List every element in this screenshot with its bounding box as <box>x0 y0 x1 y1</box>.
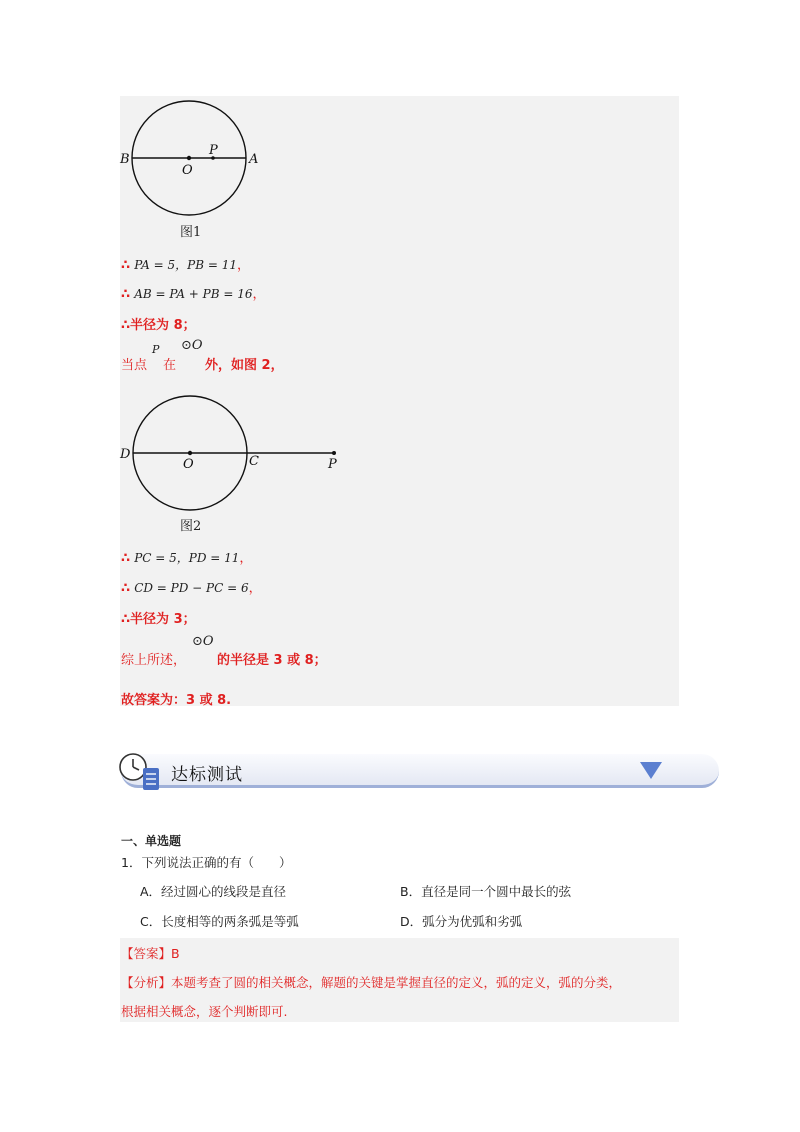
figure-2-caption: 图2 <box>180 519 202 534</box>
fig2-point-p <box>332 451 336 455</box>
answer-line: 【答案】B <box>121 946 180 961</box>
option-d: D．弧分为优弧和劣弧 <box>400 914 523 929</box>
fig1-label-a: A <box>249 152 259 167</box>
fig1-label-b: B <box>120 152 130 167</box>
line8-text-b: 的半径是 3 或 8； <box>217 653 327 668</box>
comma: ， <box>248 581 262 596</box>
fig2-label-d: D <box>120 447 131 462</box>
fig1-label-o: O <box>182 163 193 178</box>
analysis-line-2: 根据相关概念，逐个判断即可. <box>121 1004 288 1019</box>
fig2-label-c: C <box>249 454 259 469</box>
option-a: A．经过圆心的线段是直径 <box>140 884 287 899</box>
section-title: 一、单选题 <box>121 834 182 848</box>
solution-line-6 <box>121 577 262 596</box>
solution-line-7: ∴半径为 3； <box>121 612 196 627</box>
triangle-down-icon <box>640 762 662 779</box>
therefore-symbol: ∴ <box>121 287 131 302</box>
clock-document-icon <box>113 751 165 793</box>
line8-circle-o: ⊙O <box>192 634 214 649</box>
comma: ， <box>237 258 251 273</box>
comma: ， <box>252 287 266 302</box>
solution-line-1 <box>121 254 250 273</box>
line4-text-b: 在 <box>163 358 177 373</box>
banner-title: 达标测试 <box>171 765 243 785</box>
comma: ， <box>239 551 253 566</box>
solution-line-4 <box>121 354 147 373</box>
option-c: C．长度相等的两条弧是等弧 <box>140 914 299 929</box>
solution-line-9: 故答案为：3 或 8. <box>121 693 232 708</box>
line8-text-a: 综上所述， <box>121 653 187 668</box>
fig1-label-p: P <box>209 143 218 158</box>
equation-pa-pb: PA = 5，PB = 11 <box>134 258 237 272</box>
equation-ab: AB = PA + PB = 16 <box>134 287 253 301</box>
figure-2-diagram <box>118 393 350 513</box>
analysis-line-1: 【分析】本题考查了圆的相关概念，解题的关键是掌握直径的定义，弧的定义，弧的分类， <box>121 975 622 990</box>
figure-1-diagram <box>118 100 268 220</box>
fig2-point-o <box>188 451 192 455</box>
equation-cd: CD = PD − PC = 6 <box>134 581 249 595</box>
question-stem: 1．下列说法正确的有（ ） <box>121 855 292 870</box>
line4-text-c: 外，如图 2， <box>205 358 284 373</box>
fig1-point-o <box>187 156 191 160</box>
fig2-label-p: P <box>328 457 337 472</box>
equation-pc-pd: PC = 5，PD = 11 <box>134 551 240 565</box>
therefore-symbol: ∴ <box>121 258 131 273</box>
therefore-symbol: ∴ <box>121 551 131 566</box>
line4-point-p: P <box>152 343 160 356</box>
fig2-label-o: O <box>183 457 194 472</box>
solution-line-3: ∴半径为 8； <box>121 318 196 333</box>
section-banner <box>113 751 719 791</box>
option-b: B．直径是同一个圆中最长的弦 <box>400 884 572 899</box>
therefore-symbol: ∴ <box>121 581 131 596</box>
solution-line-2 <box>121 283 266 302</box>
line4-text-a: 当点 <box>121 358 148 373</box>
solution-line-5 <box>121 547 252 566</box>
line4-circle-o: ⊙O <box>181 338 203 353</box>
figure-1-caption: 图1 <box>180 225 202 240</box>
